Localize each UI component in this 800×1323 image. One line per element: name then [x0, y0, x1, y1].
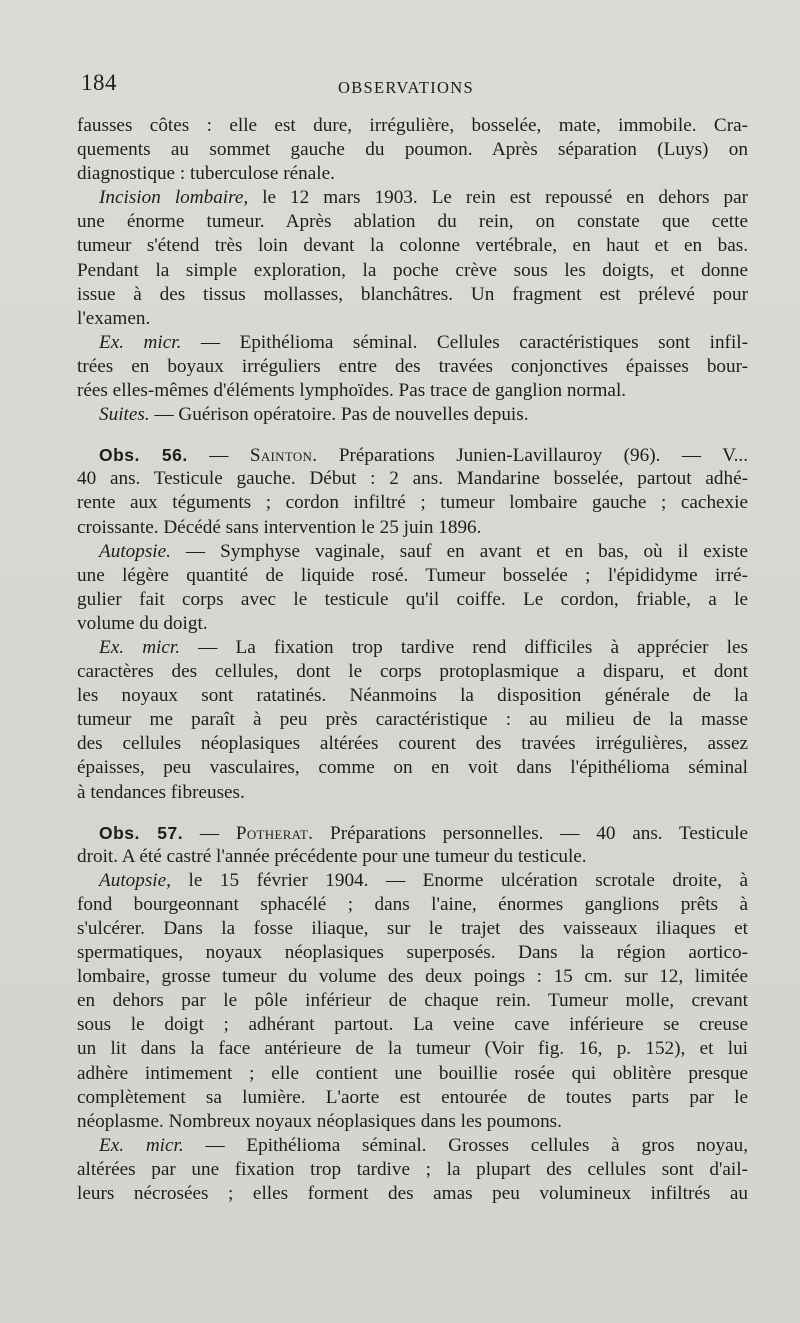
- text-line: des cellules néoplasiques altérées courent des travées irrégulières, assez: [77, 733, 748, 755]
- text-line: en dehors par le pôle inférieur de chaque rein. Tumeur molle, crevant: [77, 990, 748, 1012]
- text-line: à tendances fibreuses.: [77, 781, 245, 803]
- text-line: Ex. micr. — Epithélioma séminal. Grosses cellules à gros noyau,: [99, 1134, 749, 1156]
- text-line: Ex. micr. — Epithélioma séminal. Cellules caractéristiques sont infil-: [99, 331, 748, 353]
- text-line: lombaire, grosse tumeur du volume des deux poings : 15 cm. sur 12, limitée: [77, 966, 748, 988]
- page-number: 184: [81, 70, 117, 95]
- section-lead: Ex. micr.: [99, 636, 181, 658]
- text-line: l'examen.: [77, 307, 151, 329]
- text-line: un lit dans la face antérieure de la tumeur (Voir fig. 16, p. 152), et lui: [77, 1038, 748, 1060]
- text-line: fond bourgeonnant sphacélé ; dans l'aine, énormes ganglions prêts à: [77, 893, 748, 915]
- observation-author: Potherat.: [235, 822, 314, 844]
- observation-heading: Obs. 57. — Potherat. Préparations personnelles. — 40 ans. Testicule: [99, 822, 749, 844]
- section-lead: Suites.: [99, 404, 150, 426]
- text-line: droit. A été castré l'année précédente pour une tumeur du testicule.: [77, 845, 587, 867]
- section-lead: Ex. micr.: [99, 1134, 184, 1156]
- text-line: une énorme tumeur. Après ablation du rein, on constate que cette: [77, 211, 748, 233]
- text-line: tumeur s'étend très loin devant la colonne vertébrale, en haut et en bas.: [77, 235, 748, 257]
- page-header: [78, 70, 748, 104]
- text-line: altérées par une fixation trop tardive ; la plupart des cellules sont d'ail-: [77, 1158, 748, 1180]
- text-line: gulier fait corps avec le testicule qu'il coiffe. Le cordon, friable, a le: [77, 588, 748, 610]
- text-line: épaisses, peu vasculaires, comme on en voit dans l'épithélioma séminal: [77, 757, 748, 779]
- text-line: complètement sa lumière. L'aorte est entourée de toutes parts par le: [77, 1086, 748, 1108]
- section-gap: [77, 805, 748, 821]
- text-line: sous le doigt ; adhérant partout. La veine cave inférieure se creuse: [77, 1014, 748, 1036]
- text-line: tumeur me paraît à peu près caractéristique : au milieu de la masse: [77, 709, 748, 731]
- text-line: leurs nécrosées ; elles forment des amas peu volumineux infiltrés au: [77, 1183, 748, 1205]
- running-head: OBSERVATIONS: [338, 78, 474, 97]
- text-line: issue à des tissus mollasses, blanchâtres. Un fragment est prélevé pour: [77, 283, 748, 305]
- text-line: diagnostique : tuberculose rénale.: [77, 163, 335, 185]
- observation-heading: Obs. 56. — Sainton. Préparations Junien-Lavillauroy (96). — V...: [99, 445, 748, 467]
- text-line: Pendant la simple exploration, la poche crève sous les doigts, et donne: [77, 259, 748, 281]
- page-body: [77, 114, 748, 1206]
- section-lead: Incision lombaire,: [99, 187, 249, 209]
- text-line: adhère intimement ; elle contient une bouillie rosée qui oblitère presque: [77, 1062, 748, 1084]
- observation-title: Obs. 57.: [99, 822, 184, 843]
- observation-title: Obs. 56.: [99, 445, 188, 466]
- text-line: Suites. — Guérison opératoire. Pas de nouvelles depuis.: [99, 404, 529, 426]
- section-gap: [77, 427, 748, 443]
- text-line: quements au sommet gauche du poumon. Après séparation (Luys) on: [77, 139, 748, 161]
- text-line: Incision lombaire, le 12 mars 1903. Le rein est repoussé en dehors par: [99, 187, 748, 209]
- text-line: Autopsie, le 15 février 1904. — Enorme ulcération scrotale droite, à: [99, 869, 748, 891]
- text-line: spermatiques, noyaux néoplasiques superposés. Dans la région aortico-: [77, 942, 748, 964]
- text-line: Ex. micr. — La fixation trop tardive rend difficiles à apprécier les: [99, 636, 748, 658]
- text-line: volume du doigt.: [77, 612, 208, 634]
- text-line: caractères des cellules, dont le corps protoplasmique a disparu, et dont: [77, 661, 748, 683]
- text-line: s'ulcérer. Dans la fosse iliaque, sur le trajet des vaisseaux iliaques et: [77, 918, 748, 939]
- section-lead: Ex. micr.: [99, 331, 182, 353]
- observation-author: Sainton.: [249, 445, 318, 467]
- text-line: rées elles-mêmes d'éléments lymphoïdes. Pas trace de ganglion normal.: [77, 380, 627, 402]
- text-line: les noyaux sont ratatinés. Néanmoins la disposition générale de la: [77, 685, 748, 707]
- text-line: fausses côtes : elle est dure, irrégulière, bosselée, mate, immobile. Cra-: [77, 115, 748, 136]
- text-line: trées en boyaux irréguliers entre des travées conjonctives épaisses bour-: [77, 355, 748, 377]
- text-line: Autopsie. — Symphyse vaginale, sauf en avant et en bas, où il existe: [99, 540, 748, 562]
- text-line: rente aux téguments ; cordon infiltré ; tumeur lombaire gauche ; cachexie: [77, 492, 748, 514]
- section-lead: Autopsie.: [99, 540, 171, 562]
- section-lead: Autopsie,: [99, 869, 171, 891]
- text-line: croissante. Décédé sans intervention le 25 juin 1896.: [77, 516, 482, 538]
- text-line: une légère quantité de liquide rosé. Tumeur bosselée ; l'épididyme irré-: [77, 564, 748, 586]
- text-line: néoplasme. Nombreux noyaux néoplasiques dans les poumons.: [77, 1110, 562, 1132]
- text-line: 40 ans. Testicule gauche. Début : 2 ans. Mandarine bosselée, partout adhé-: [77, 468, 748, 490]
